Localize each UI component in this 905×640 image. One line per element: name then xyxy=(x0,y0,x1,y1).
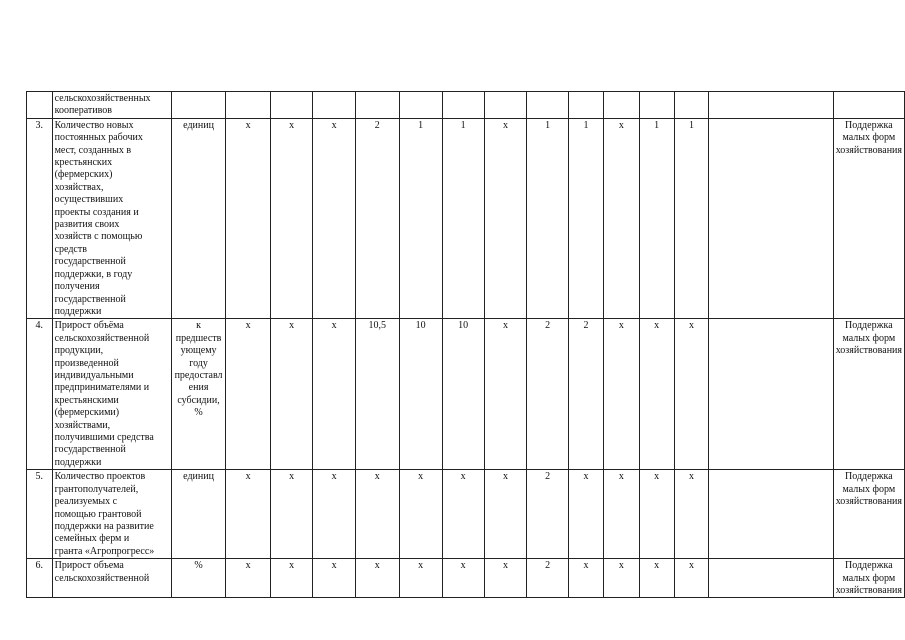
value-cell: х xyxy=(484,118,527,319)
value-cell xyxy=(709,559,833,598)
value-cell: 10 xyxy=(399,319,442,470)
value-cell: х xyxy=(442,559,484,598)
indicator-cell xyxy=(52,559,171,598)
value-cell xyxy=(709,470,833,559)
unit-text-line: к xyxy=(196,320,201,332)
indicator-text-line: (фермерскими) xyxy=(54,407,120,419)
indicator-text-line: поддержки xyxy=(54,456,102,468)
value-cell xyxy=(639,92,674,119)
unit-text-line: предшеств xyxy=(175,332,222,344)
value-cell: х xyxy=(674,559,708,598)
indicator-text-line: хозяйствах, xyxy=(54,181,104,193)
indicator-cell xyxy=(52,470,171,559)
value-cell: х xyxy=(484,470,527,559)
program-cell xyxy=(833,92,904,119)
indicator-text-line: Количество новых xyxy=(54,119,134,131)
value-cell: х xyxy=(270,470,313,559)
unit-text-line: единиц xyxy=(183,119,214,131)
indicator-text-line: сельскохозяйственных xyxy=(54,93,151,104)
value-cell: х xyxy=(226,319,270,470)
value-cell: 2 xyxy=(355,118,399,319)
unit-text-line: субсидии, xyxy=(177,394,220,406)
value-cell xyxy=(527,92,569,119)
indicator-text-line: семейных ферм и xyxy=(54,533,130,545)
indicator-text-line: Прирост объема xyxy=(54,560,124,572)
value-cell xyxy=(399,92,442,119)
indicator-text-line: поддержки xyxy=(54,305,102,317)
value-cell: х xyxy=(604,118,639,319)
row-number-cell: 6. xyxy=(27,559,53,598)
unit-text-line: % xyxy=(194,560,203,572)
value-cell xyxy=(355,92,399,119)
table-row xyxy=(27,118,905,319)
value-cell xyxy=(270,92,313,119)
table-row xyxy=(27,559,905,598)
value-cell: 1 xyxy=(639,118,674,319)
value-cell xyxy=(226,92,270,119)
value-cell xyxy=(709,118,833,319)
value-cell: х xyxy=(226,559,270,598)
row-number-cell: 3. xyxy=(27,118,53,319)
program-cell: Поддержка малых форм хозяйствования xyxy=(833,118,904,319)
value-cell: 2 xyxy=(568,319,603,470)
unit-text-line: ующему xyxy=(180,345,217,357)
unit-cell xyxy=(171,559,226,598)
unit-text-line: % xyxy=(194,407,203,419)
indicator-text-line: средств xyxy=(54,243,87,255)
row-number-cell xyxy=(27,92,53,119)
value-cell: х xyxy=(674,470,708,559)
value-cell xyxy=(604,92,639,119)
value-cell: 1 xyxy=(568,118,603,319)
indicator-cell xyxy=(52,92,171,119)
value-cell: 10 xyxy=(442,319,484,470)
program-cell: Поддержка малых форм хозяйствования xyxy=(833,319,904,470)
value-cell: х xyxy=(313,118,356,319)
table-row xyxy=(27,92,905,119)
value-cell: х xyxy=(399,559,442,598)
value-cell xyxy=(568,92,603,119)
indicator-text-line: мест, созданных в xyxy=(54,144,132,156)
table-row xyxy=(27,319,905,470)
value-cell xyxy=(442,92,484,119)
indicator-text-line: реализуемых с xyxy=(54,496,118,508)
indicator-text-line: продукции, xyxy=(54,345,104,357)
indicator-text-line: осуществивших xyxy=(54,194,124,206)
value-cell: х xyxy=(639,559,674,598)
value-cell: х xyxy=(568,559,603,598)
indicator-text-line: сельскохозяйственной xyxy=(54,572,150,584)
value-cell: 1 xyxy=(442,118,484,319)
program-cell: Поддержка малых форм хозяйствования xyxy=(833,559,904,598)
indicators-table xyxy=(26,91,905,598)
value-cell: х xyxy=(270,559,313,598)
indicator-text-line: государственной xyxy=(54,293,126,305)
indicator-text-line: государственной xyxy=(54,444,126,456)
unit-cell xyxy=(171,92,226,119)
indicator-text-line: поддержки, в году xyxy=(54,268,133,280)
indicator-text-line: развития своих xyxy=(54,219,120,231)
indicator-text-line: Прирост объёма xyxy=(54,320,124,332)
unit-cell xyxy=(171,118,226,319)
value-cell: х xyxy=(270,118,313,319)
value-cell: х xyxy=(355,559,399,598)
value-cell xyxy=(484,92,527,119)
indicator-text-line: гранта «Агропрогресс» xyxy=(54,545,155,557)
indicator-text-line: крестьянских xyxy=(54,157,113,169)
indicator-text-line: индивидуальными xyxy=(54,369,134,381)
unit-text-line: ения xyxy=(188,382,209,394)
indicator-cell xyxy=(52,319,171,470)
indicator-text-line: Количество проектов xyxy=(54,471,146,483)
value-cell: х xyxy=(604,470,639,559)
unit-cell xyxy=(171,470,226,559)
indicator-text-line: хозяйств с помощью xyxy=(54,231,143,243)
value-cell: х xyxy=(313,470,356,559)
value-cell: 2 xyxy=(527,319,569,470)
value-cell: х xyxy=(639,319,674,470)
indicator-text-line: постоянных рабочих xyxy=(54,132,143,144)
indicator-text-line: поддержки на развитие xyxy=(54,520,154,532)
value-cell: х xyxy=(313,559,356,598)
value-cell: 1 xyxy=(399,118,442,319)
value-cell: х xyxy=(226,118,270,319)
indicator-text-line: государственной xyxy=(54,256,126,268)
value-cell: 1 xyxy=(674,118,708,319)
value-cell xyxy=(313,92,356,119)
value-cell: х xyxy=(226,470,270,559)
value-cell xyxy=(709,92,833,119)
indicator-cell xyxy=(52,118,171,319)
value-cell: х xyxy=(604,559,639,598)
indicator-text-line: произведенной xyxy=(54,357,119,369)
value-cell: х xyxy=(568,470,603,559)
value-cell: х xyxy=(639,470,674,559)
value-cell xyxy=(709,319,833,470)
indicator-text-line: проекты создания и xyxy=(54,206,139,218)
indicator-text-line: помощью грантовой xyxy=(54,508,142,520)
indicator-text-line: грантополучателей, xyxy=(54,483,139,495)
indicator-text-line: кооперативов xyxy=(54,105,113,117)
value-cell: х xyxy=(270,319,313,470)
value-cell: х xyxy=(674,319,708,470)
indicator-text-line: получения xyxy=(54,281,100,293)
indicator-text-line: крестьянскими xyxy=(54,394,119,406)
value-cell: х xyxy=(604,319,639,470)
program-cell: Поддержка малых форм хозяйствования xyxy=(833,470,904,559)
indicator-text-line: (фермерских) xyxy=(54,169,113,181)
value-cell: х xyxy=(355,470,399,559)
value-cell: х xyxy=(399,470,442,559)
table-row xyxy=(27,470,905,559)
value-cell: 2 xyxy=(527,559,569,598)
unit-text-line: единиц xyxy=(183,471,214,483)
indicator-text-line: сельскохозяйственной xyxy=(54,332,150,344)
row-number-cell: 4. xyxy=(27,319,53,470)
unit-text-line: предоставл xyxy=(174,369,223,381)
row-number-cell: 5. xyxy=(27,470,53,559)
value-cell: 10,5 xyxy=(355,319,399,470)
value-cell: х xyxy=(484,319,527,470)
indicator-text-line: хозяйствами, xyxy=(54,419,111,431)
value-cell: х xyxy=(313,319,356,470)
value-cell: х xyxy=(484,559,527,598)
unit-cell xyxy=(171,319,226,470)
indicator-text-line: предпринимателями и xyxy=(54,382,150,394)
unit-text-line: году xyxy=(189,357,208,369)
value-cell: 1 xyxy=(527,118,569,319)
indicator-text-line: получившими средства xyxy=(54,431,154,443)
value-cell xyxy=(674,92,708,119)
value-cell: х xyxy=(442,470,484,559)
value-cell: 2 xyxy=(527,470,569,559)
